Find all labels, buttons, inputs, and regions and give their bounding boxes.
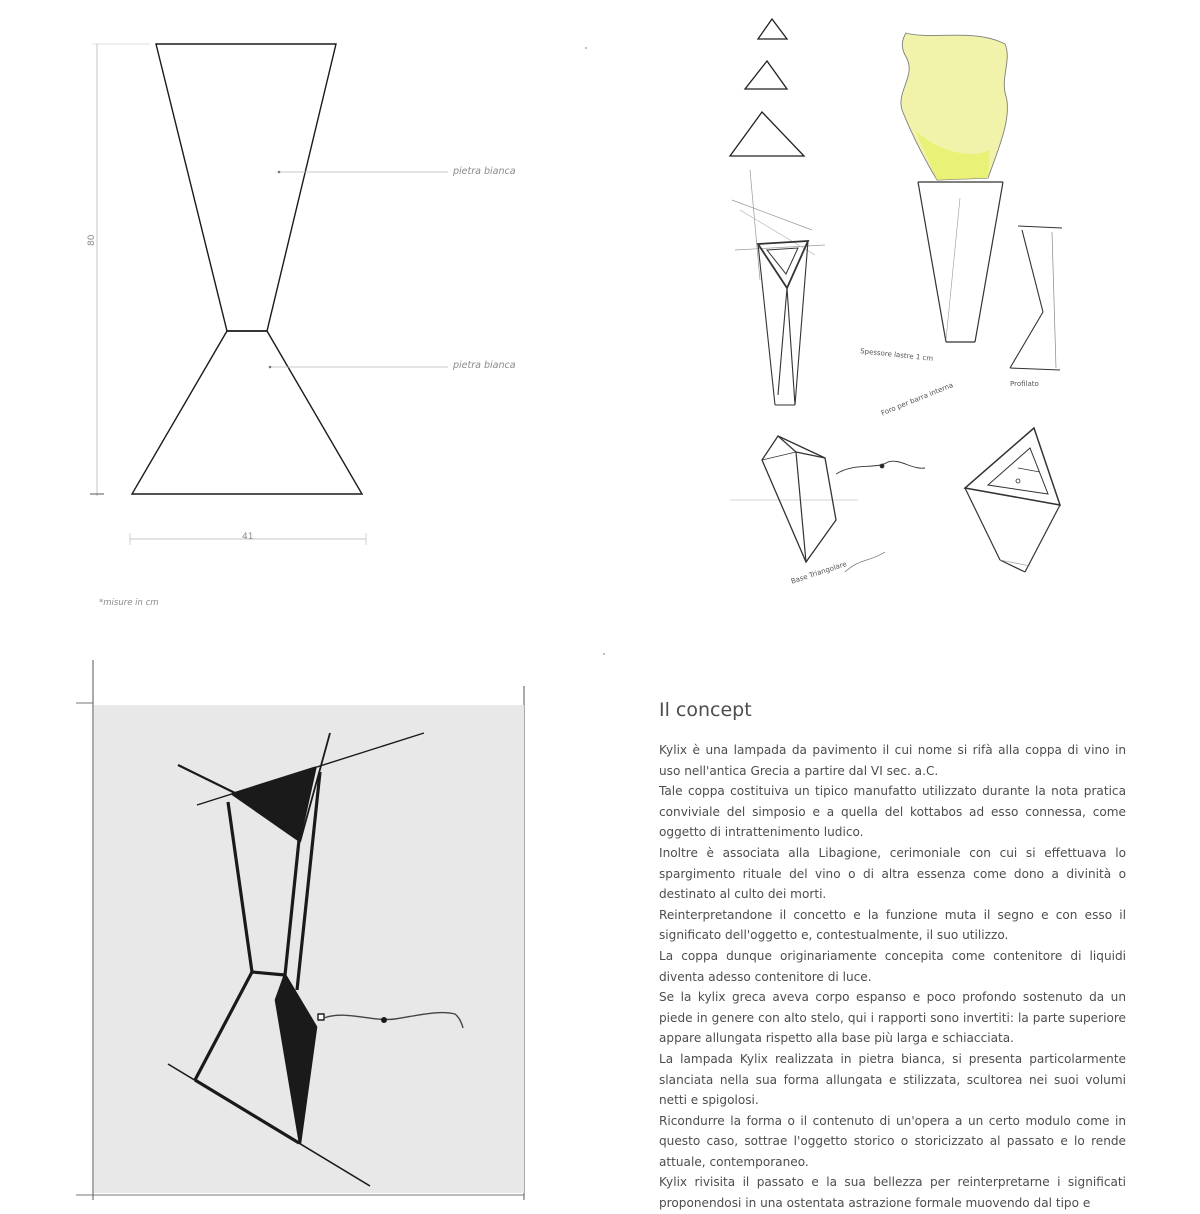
sketch-faceted-base (730, 436, 925, 562)
sketch-note-profilato: Profilato (1010, 380, 1039, 388)
concept-title: Il concept (659, 699, 752, 721)
height-dimension-label: 80 (87, 234, 97, 246)
sketch-triangle-large (730, 112, 804, 156)
sketch-note-base: Base Triangolare (790, 560, 848, 586)
sketch-drawing (600, 0, 1200, 640)
callout-bottom-label: pietra bianca (453, 360, 516, 371)
technical-drawing (0, 0, 600, 640)
concept-paragraph: Inoltre è associata alla Libagione, cerimoniale con cui si effettuava lo spargimento rituale del vino o di altra essenza come dono a divinità o destinato al culto dei morti. (659, 845, 1126, 902)
concept-paragraph: La coppa dunque originariamente concepita come contenitore di liquidi diventa adesso contenitore di luce. (659, 948, 1126, 984)
sketch-stand (918, 182, 1003, 342)
concept-paragraph: Kylix è una lampada da pavimento il cui nome si rifà alla coppa di vino in uso nell'antica Grecia a partire dal VI sec. a.C. (659, 743, 1126, 778)
lamp-upper-body (156, 44, 336, 331)
concept-paragraph: Tale coppa costituiva un tipico manufatto utilizzato durante la nota pratica conviviale del simposio e a quella del kottabos ad esso connessa, come oggetto di intrattenimento ludico. (659, 784, 1126, 840)
sketch-profile (1010, 226, 1062, 370)
concept-body (659, 740, 1126, 1211)
concept-sketches (600, 0, 1200, 640)
concept-paragraph: Reinterpretandone il concetto e la funzione muta il segno e con esso il significato dell'oggetto e, contestualmente, il suo utilizzo. (659, 907, 1126, 943)
sketch-note-foro: Foro per barra interna (880, 381, 955, 418)
sketch-triangle-top-view (965, 428, 1060, 572)
width-dimension-label: 41 (242, 532, 254, 542)
sketch-note-spessore: Spessore lastre 1 cm (859, 347, 934, 363)
concept-paragraph: Ricondurre la forma o il contenuto di un'opera a un certo modulo come in questo caso, sottrae l'oggetto storico o storicizzato al passato e lo rende attuale, contemporaneo. (659, 1113, 1126, 1169)
callout-top-label: pietra bianca (453, 166, 516, 177)
concept-paragraph: La lampada Kylix realizzata in pietra bianca, si presenta particolarmente slanciata nella sua forma allungata e stilizzata, scultorea nei suoi volumi netti e spigolosi. (659, 1051, 1126, 1108)
lamp-elevation-drawing (0, 0, 600, 640)
concept-paragraph: Se la kylix greca aveva corpo espanso e poco profondo sostenuto da un piede in genere con alto stelo, qui i rapporti sono invertiti: la parte superiore appare allungata rispetto alla base più larga e schiacciata. (659, 990, 1126, 1046)
concept-paragraph: Kylix rivisita il passato e la sua bellezza per reinterpretarne i significati proponendosi in una ostentata astrazione formale muovendo dal tipo e (659, 1175, 1126, 1211)
concept-sketch-photo (0, 640, 600, 1200)
sketch-triangle-medium (745, 61, 787, 89)
lamp-lower-base (132, 331, 362, 494)
sketch-triangle-small (758, 19, 787, 39)
sketch-photo-drawing (0, 640, 600, 1200)
sketch-vessel-tall (732, 170, 825, 405)
units-note: *misure in cm (99, 598, 159, 608)
